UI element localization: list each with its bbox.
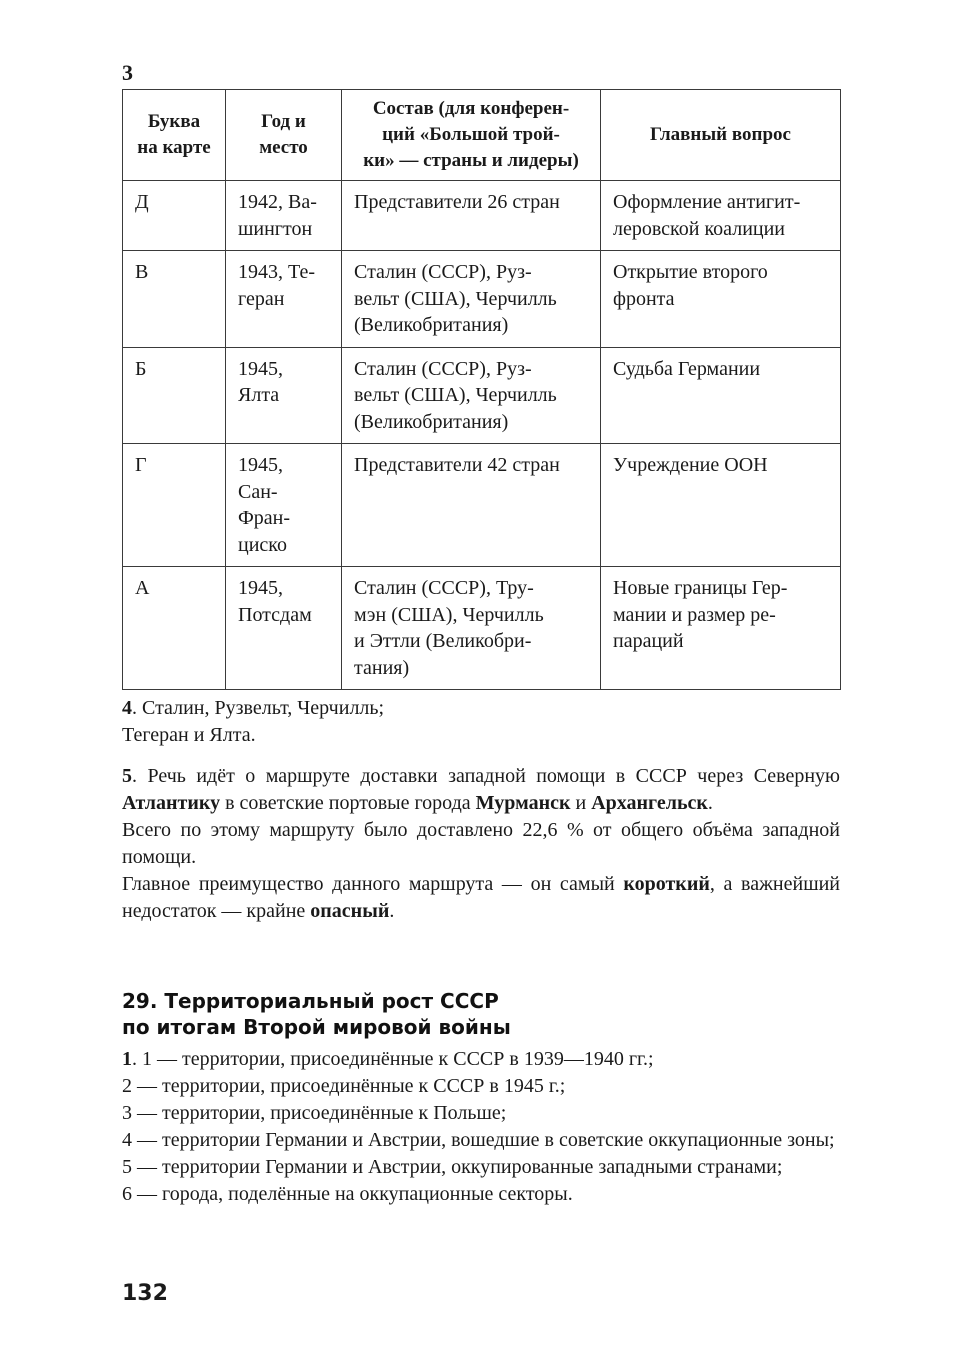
answer-4-number: 4 xyxy=(122,697,132,719)
cell-composition: Представители 42 стран xyxy=(342,444,601,567)
conferences-table xyxy=(122,89,841,690)
bold-term: Атлантику xyxy=(122,792,221,814)
cell-main-question: Открытие второго фронта xyxy=(601,251,841,348)
cell-year-place: 1945, Потсдам xyxy=(226,567,342,690)
table-row xyxy=(123,251,841,348)
list-item: 3 — территории, присоединённые к Польше; xyxy=(122,1102,507,1124)
text-run: Главное преимущество данного маршрута — он самый xyxy=(122,873,624,895)
cell-main-question: Судьба Германии xyxy=(601,347,841,444)
answer-4-text: . Сталин, Рузвельт, Черчилль; xyxy=(132,697,385,719)
bold-term: опасный xyxy=(310,900,390,922)
header-composition: Состав (для конферен- ций «Большой трой- ки» — страны и лидеры) xyxy=(342,90,601,181)
list-item: 2 — территории, присоединённые к СССР в 1945 г.; xyxy=(122,1075,566,1097)
table-header-row xyxy=(123,90,841,181)
list-item xyxy=(122,1046,840,1073)
text-run: , а важнейший недостаток — крайне xyxy=(122,873,840,922)
list-item: 4 — территории Германии и Австрии, вошедшие в советские оккупационные зоны; xyxy=(122,1129,835,1151)
item-1-number: 1 xyxy=(122,1048,132,1070)
text-run: и xyxy=(570,792,592,814)
cell-year-place: 1943, Те- геран xyxy=(226,251,342,348)
header-year-place: Год и место xyxy=(226,90,342,181)
text-run: . xyxy=(389,900,395,922)
text-run: в советские портовые города xyxy=(220,792,476,814)
section-3-number: 3 xyxy=(122,60,133,85)
answer-5-paragraph-3 xyxy=(122,871,840,925)
table-row xyxy=(123,347,841,444)
page-number: 132 xyxy=(122,1281,168,1306)
cell-main-question: Оформление антигит- леровской коалиции xyxy=(601,181,841,251)
header-letter: Буква на карте xyxy=(123,90,226,181)
cell-letter: В xyxy=(123,251,226,348)
answer-4 xyxy=(122,695,840,749)
table-row xyxy=(123,444,841,567)
bold-term: короткий xyxy=(623,873,710,895)
text-run: . xyxy=(707,792,713,814)
cell-letter: Д xyxy=(123,181,226,251)
cell-letter: Б xyxy=(123,347,226,444)
section-29-title-line-1: 29. Территориальный рост СССР xyxy=(122,989,499,1013)
answer-4-line-2: Тегеран и Ялта. xyxy=(122,724,256,746)
cell-letter: Г xyxy=(123,444,226,567)
item-1-text: . 1 — территории, присоединённые к СССР в 1939—1940 гг.; xyxy=(132,1048,654,1070)
cell-main-question: Учреждение ООН xyxy=(601,444,841,567)
cell-year-place: 1945, Ялта xyxy=(226,347,342,444)
cell-composition: Представители 26 стран xyxy=(342,181,601,251)
answer-5-paragraph-1 xyxy=(122,763,840,817)
bold-term: Архангельск xyxy=(591,792,708,814)
answer-4-line-1 xyxy=(122,695,840,722)
list-item: 6 — города, поделённые на оккупационные секторы. xyxy=(122,1183,573,1205)
bold-term: Мурманск xyxy=(475,792,571,814)
table-row xyxy=(123,181,841,251)
section-29-title-line-2: по итогам Второй мировой войны xyxy=(122,1015,511,1039)
cell-composition: Сталин (СССР), Тру- мэн (США), Черчилль и Эттли (Великобри- тания) xyxy=(342,567,601,690)
cell-year-place: 1945, Сан- Фран- циско xyxy=(226,444,342,567)
section-29-heading xyxy=(122,988,840,1040)
table-row xyxy=(123,567,841,690)
cell-year-place: 1942, Ва- шингтон xyxy=(226,181,342,251)
list-item: 5 — территории Германии и Австрии, оккупированные западными странами; xyxy=(122,1156,783,1178)
cell-letter: А xyxy=(123,567,226,690)
header-main-question: Главный вопрос xyxy=(601,90,841,181)
cell-composition: Сталин (СССР), Руз- вельт (США), Черчилль (Великобритания) xyxy=(342,251,601,348)
answer-5-paragraph-2: Всего по этому маршруту было доставлено 22,6 % от общего объёма западной помощи. xyxy=(122,819,840,868)
cell-main-question: Новые границы Гер- мании и размер ре- параций xyxy=(601,567,841,690)
cell-composition: Сталин (СССР), Руз- вельт (США), Черчилль (Великобритания) xyxy=(342,347,601,444)
section-29-answers xyxy=(122,1046,840,1208)
text-run: . Речь идёт о маршруте доставки западной помощи в СССР через Северную xyxy=(132,765,840,787)
answer-5 xyxy=(122,763,840,925)
answer-5-number: 5 xyxy=(122,765,132,787)
